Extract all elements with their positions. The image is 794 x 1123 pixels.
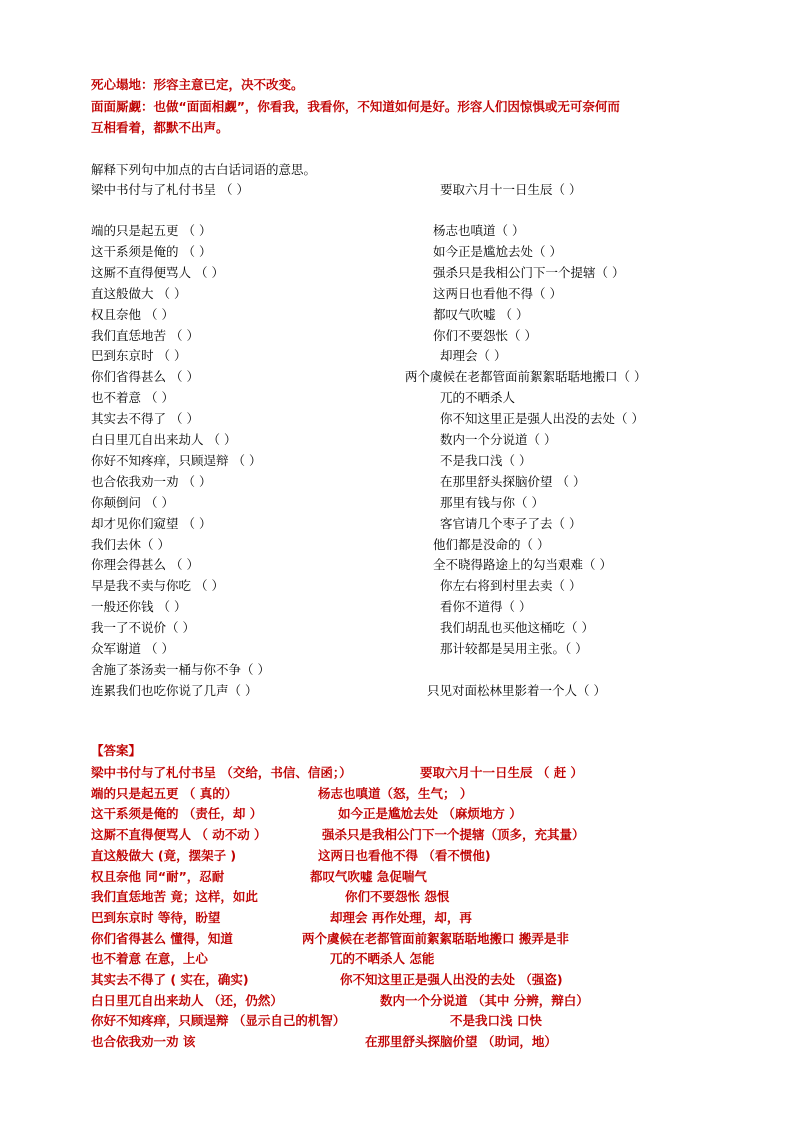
question-left: 直这般做大 （ ） — [91, 286, 187, 301]
question-left: 其实去不得了 （ ） — [91, 411, 199, 426]
question-right: 强杀只是我相公门下一个提辖（ ） — [433, 265, 625, 280]
answer-left: 这干系须是俺的 （责任，却 ） — [91, 806, 263, 821]
definition-line: 死心塌地：形容主意已定，决不改变。 — [91, 77, 304, 92]
question-right: 都叹气吹嘘 （ ） — [433, 307, 529, 322]
answer-left: 我们直恁地苦 竟；这样，如此 — [91, 889, 258, 904]
question-right: 要取六月十一日生辰（ ） — [440, 182, 582, 197]
question-right: 他们都是没命的（ ） — [433, 537, 550, 552]
question-left: 你理会得甚么 （ ） — [91, 557, 199, 572]
question-right: 全不晓得路途上的勾当艰难（ ） — [433, 557, 612, 572]
answer-right: 强杀只是我相公门下一个提辖（顶多，充其量） — [322, 827, 585, 842]
answer-right: 数内一个分说道 （其中 分辨，辩白） — [380, 993, 589, 1008]
question-right: 客官请几个枣子了去（ ） — [440, 516, 582, 531]
answer-right: 杨志也嗔道（怒，生气； ） — [318, 786, 473, 801]
question-right: 杨志也嗔道（ ） — [433, 223, 525, 238]
answer-right: 两个虞候在老都管面前絮絮聒聒地搬口 搬弄是非 — [302, 931, 569, 946]
question-left: 白日里兀自出来劫人 （ ） — [91, 432, 237, 447]
answer-right: 在那里舒头探脑价望 （助词，地） — [365, 1034, 557, 1049]
question-right: 那里有钱与你（ ） — [440, 495, 544, 510]
question-right: 你不知这里正是强人出没的去处（ ） — [440, 411, 644, 426]
answer-left: 直这般做大 (竟，摆架子 ) — [91, 848, 237, 863]
question-right: 我们胡乱也买他这桶吃（ ） — [440, 620, 594, 635]
answer-left: 巴到东京时 等待，盼望 — [91, 910, 221, 925]
question-right: 那计较都是吴用主张。（ ） — [440, 641, 588, 656]
question-left: 连累我们也吃你说了几声（ ） — [91, 683, 258, 698]
question-left: 我们去休（ ） — [91, 537, 170, 552]
answer-title: 【答案】 — [91, 743, 142, 758]
question-right: 兀的不晒杀人 — [440, 390, 516, 405]
question-right: 在那里舒头探脑价望 （ ） — [440, 474, 586, 489]
answer-left: 白日里兀自出来劫人 （还，仍然） — [91, 993, 283, 1008]
answer-right: 如今正是尴尬去处 （麻烦地方 ） — [338, 806, 522, 821]
answer-right: 不是我口浅 口快 — [450, 1013, 542, 1028]
answer-left: 权且奈他 同“耐”，忍耐 — [91, 869, 225, 884]
question-left: 巴到东京时 （ ） — [91, 348, 187, 363]
answer-left: 也不着意 在意，上心 — [91, 951, 208, 966]
answer-right: 你们不要怨怅 怨恨 — [345, 889, 450, 904]
answer-right: 要取六月十一日生辰 （ 赶 ） — [420, 765, 584, 780]
definition-line: 互相看着，都默不出声。 — [91, 120, 229, 135]
answer-right: 这两日也看他不得 （看不惯他) — [318, 848, 491, 863]
question-left: 这干系须是俺的 （ ） — [91, 244, 212, 259]
answer-left: 你好不知疼痒，只顾逞辩 （显示自己的机智） — [91, 1013, 346, 1028]
answer-left: 这厮不直得便骂人 （ 动不动 ） — [91, 827, 267, 842]
answer-left: 你们省得甚么 懂得，知道 — [91, 931, 233, 946]
question-right: 你们不要怨怅（ ） — [433, 328, 537, 343]
question-right: 你左右将到村里去卖（ ） — [440, 578, 582, 593]
answer-right: 兀的不晒杀人 怎能 — [330, 951, 435, 966]
question-right: 却理会（ ） — [440, 348, 507, 363]
question-left: 这厮不直得便骂人 （ ） — [91, 265, 224, 280]
answer-right: 都叹气吹嘘 急促喘气 — [310, 869, 427, 884]
question-left: 却才见你们窥望 （ ） — [91, 516, 212, 531]
question-right: 只见对面松林里影着一个人（ ） — [427, 683, 606, 698]
question-left: 也合依我劝一劝 （ ） — [91, 474, 212, 489]
question-right: 两个虞候在老都管面前絮絮聒聒地搬口（ ） — [405, 369, 647, 384]
question-left: 权且奈他 （ ） — [91, 307, 174, 322]
question-left: 你好不知疼痒，只顾逞辩 （ ） — [91, 453, 262, 468]
question-left: 我一了不说价（ ） — [91, 620, 195, 635]
question-left: 梁中书付与了札付书呈 （ ） — [91, 182, 249, 197]
question-right: 看你不道得（ ） — [440, 599, 532, 614]
question-left: 一般还你钱 （ ） — [91, 599, 187, 614]
question-left: 你颠倒问 （ ） — [91, 495, 174, 510]
question-right: 不是我口浅（ ） — [440, 453, 532, 468]
answer-left: 也合依我劝一劝 该 — [91, 1034, 196, 1049]
question-left: 舍施了茶汤卖一桶与你不争（ ） — [91, 662, 270, 677]
definition-line: 面面厮觑：也做“面面相觑”，你看我，我看你，不知道如何是好。形容人们因惊惧或无可奈何而 — [91, 99, 620, 114]
question-left: 也不着意 （ ） — [91, 390, 174, 405]
answer-right: 却理会 再作处理，却，再 — [330, 910, 472, 925]
answer-left: 梁中书付与了札付书呈 （交给，书信、信函；） — [91, 765, 352, 780]
question-left: 众军谢道 （ ） — [91, 641, 174, 656]
question-right: 这两日也看他不得（ ） — [433, 286, 562, 301]
instruction: 解释下列句中加点的古白话词语的意思。 — [91, 162, 317, 177]
answer-left: 端的只是起五更 （ 真的） — [91, 786, 238, 801]
question-left: 你们省得甚么 （ ） — [91, 369, 199, 384]
question-left: 早是我不卖与你吃 （ ） — [91, 578, 224, 593]
question-right: 如今正是尴尬去处（ ） — [433, 244, 562, 259]
question-left: 我们直恁地苦 （ ） — [91, 328, 199, 343]
question-right: 数内一个分说道（ ） — [440, 432, 557, 447]
answer-right: 你不知这里正是强人出没的去处 （强盗) — [340, 972, 563, 987]
question-left: 端的只是起五更 （ ） — [91, 223, 212, 238]
answer-left: 其实去不得了 ( 实在，确实) — [91, 972, 249, 987]
